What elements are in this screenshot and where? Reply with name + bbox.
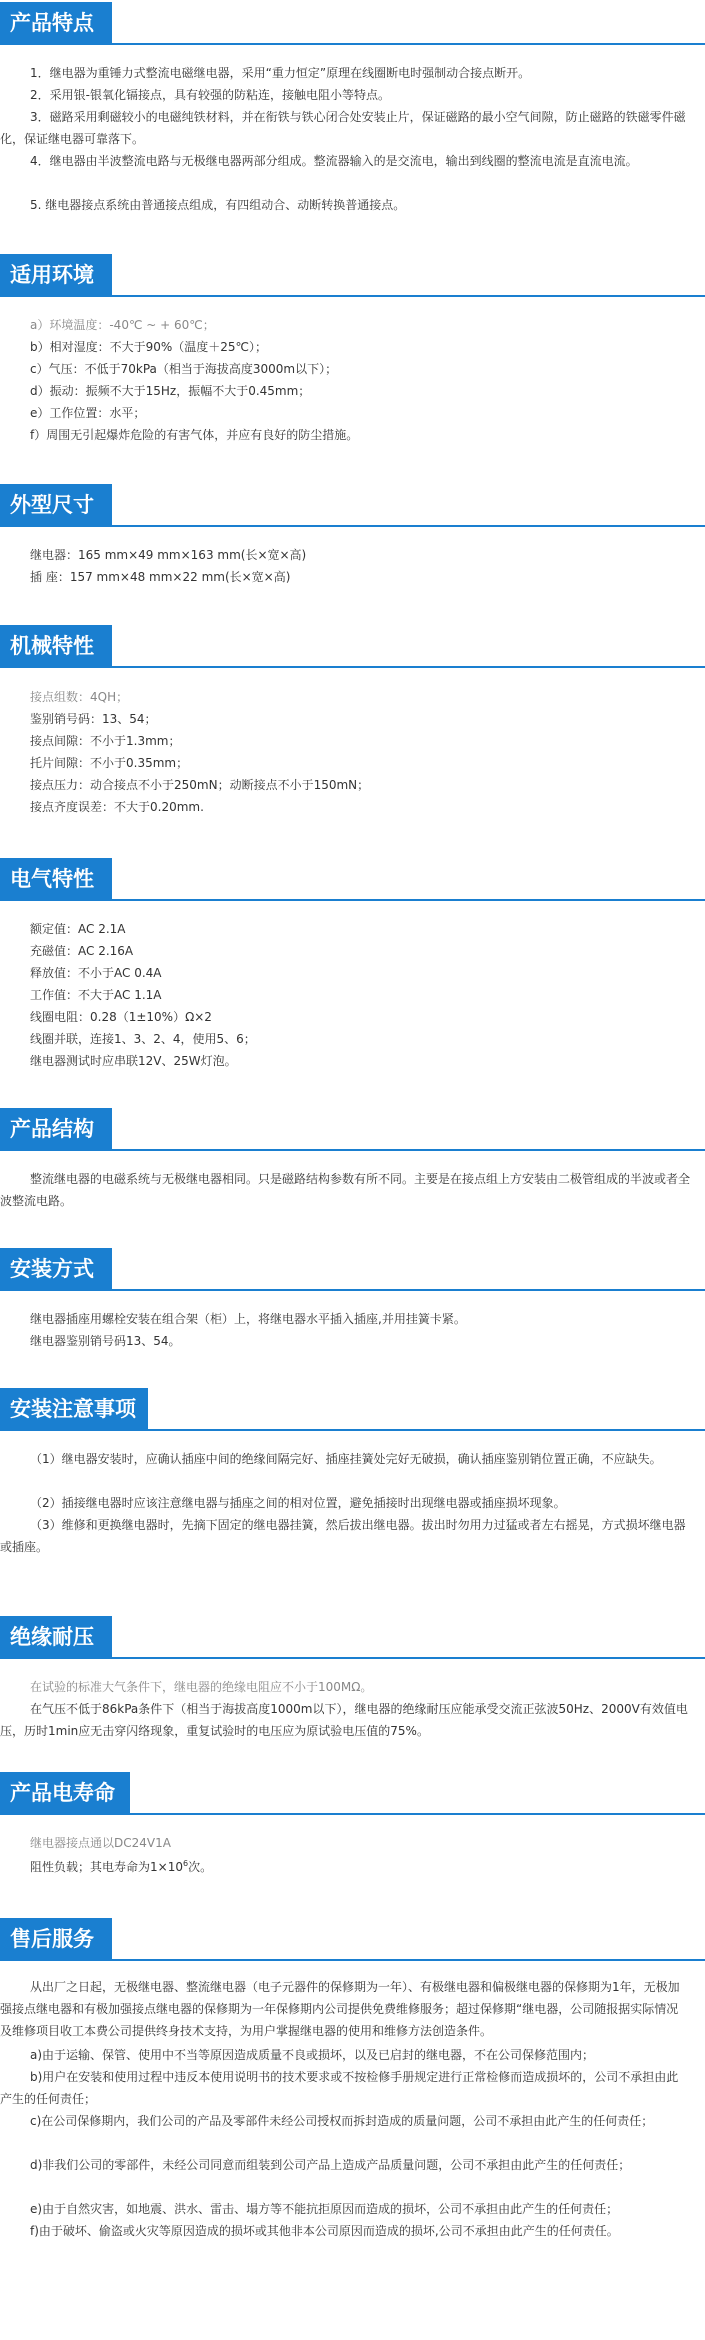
precautions-rule <box>0 1429 705 1431</box>
features-item-5: 5. 继电器接点系统由普通接点组成，有四组动合、动断转换普通接点。 <box>30 198 406 212</box>
environment-item-a: a）环境温度：-40℃ ~ + 60℃； <box>30 318 215 332</box>
structure-title: 产品结构 <box>0 1108 112 1149</box>
aftersales-rule <box>0 1959 705 1961</box>
features-rule <box>0 43 705 45</box>
aftersales-item-a: a)由于运输、保管、使用中不当等原因造成质量不良或损坏，以及已启封的继电器，不在公司保修范围内； <box>30 2048 595 2062</box>
structure-rule <box>0 1149 705 1151</box>
insulation-rule <box>0 1657 705 1659</box>
electrical-item-5: 线圈电阻：0.28（1±10%）Ω×2 <box>30 1010 212 1024</box>
electrical-item-3: 释放值：不小于AC 0.4A <box>30 966 162 980</box>
insulation-item-1: 在试验的标准大气条件下，继电器的绝缘电阻应不小于100MΩ。 <box>30 1680 373 1694</box>
precautions-title: 安装注意事项 <box>0 1388 148 1429</box>
aftersales-item-f: f)由于破坏、偷盗或火灾等原因造成的损坏或其他非本公司原因而造成的损坏,公司不承担由此产生的任何责任。 <box>30 2224 619 2238</box>
features-item-1: 1．继电器为重锤力式整流电磁继电器，采用“重力恒定”原理在线圈断电时强制动合接点断开。 <box>30 66 531 80</box>
aftersales-item-b: b)用户在安装和使用过程中违反本使用说明书的技术要求或不按检修手册规定进行正常检修而造成损坏的，公司不承担由此产生的任何责任； <box>0 2070 679 2106</box>
features-item-3: 3．磁路采用剩磁较小的电磁纯铁材料，并在衔铁与铁心闭合处安装止片，保证磁路的最小空气间隙，防止磁路的铁磁零件磁化，保证继电器可靠落下。 <box>0 110 686 146</box>
electrical-title: 电气特性 <box>0 858 112 899</box>
lifespan-exponent: 6 <box>182 1859 189 1868</box>
precautions-item-1: （1）继电器安装时，应确认插座中间的绝缘间隔完好、插座挂簧处完好无破损，确认插座鉴别销位置正确，不应缺失。 <box>30 1452 662 1466</box>
features-item-4: 4．继电器由半波整流电路与无极继电器两部分组成。整流器输入的是交流电，输出到线圈的整流电流是直流电流。 <box>30 154 638 168</box>
dimensions-socket: 插 座：157 mm×48 mm×22 mm(长×宽×高) <box>30 570 291 584</box>
lifespan-line-1: 继电器接点通以DC24V1A <box>30 1836 171 1850</box>
installation-item-1: 继电器插座用螺栓安装在组合架（柜）上，将继电器水平插入插座,并用挂簧卡紧。 <box>30 1312 466 1326</box>
electrical-item-6: 线圈并联，连接1、3、2、4，使用5、6； <box>30 1032 256 1046</box>
installation-rule <box>0 1289 705 1291</box>
aftersales-item-e: e)由于自然灾害，如地震、洪水、雷击、塌方等不能抗拒原因而造成的损坏，公司不承担由此产生的任何责任； <box>30 2202 619 2216</box>
electrical-rule <box>0 899 705 901</box>
lifespan-suffix: 次。 <box>188 1860 213 1874</box>
aftersales-intro: 从出厂之日起，无极继电器、整流继电器（电子元器件的保修期为一年）、有极继电器和偏极继电器的保修期为1年，无极加强接点继电器和有极加强接点继电器的保修期为一年保修期内公司提供免费维修服务；超过保修期“继电器，公司随报据实际情况及维修项目收工本费公司提供终身技术支持，为用户掌握继电器的使用和维修方法创造条件。 <box>0 1980 680 2038</box>
electrical-item-7: 继电器测试时应串联12V、25W灯泡。 <box>30 1054 237 1068</box>
dimensions-rule <box>0 525 705 527</box>
mechanical-title: 机械特性 <box>0 625 112 666</box>
installation-item-2: 继电器鉴别销号码13、54。 <box>30 1334 181 1348</box>
features-item-2: 2．采用银-银氧化镉接点，具有较强的防粘连，接触电阻小等特点。 <box>30 88 390 102</box>
environment-item-f: f）周围无引起爆炸危险的有害气体，并应有良好的防尘措施。 <box>30 428 359 442</box>
environment-item-e: e）工作位置：水平； <box>30 406 146 420</box>
mechanical-item-2: 鉴别销号码：13、54； <box>30 712 157 726</box>
environment-item-d: d）振动：振频不大于15Hz，振幅不大于0.45mm； <box>30 384 311 398</box>
lifespan-rule <box>0 1813 705 1815</box>
environment-rule <box>0 295 705 297</box>
mechanical-item-5: 接点压力：动合接点不小于250mN；动断接点不小于150mN； <box>30 778 370 792</box>
mechanical-item-3: 接点间隙：不小于1.3mm； <box>30 734 181 748</box>
mechanical-rule <box>0 666 705 668</box>
precautions-item-3: （3）维修和更换继电器时，先摘下固定的继电器挂簧，然后拔出继电器。拔出时勿用力过猛或者左右摇晃，方式损坏继电器或插座。 <box>0 1518 686 1554</box>
lifespan-title: 产品电寿命 <box>0 1772 130 1813</box>
features-title: 产品特点 <box>0 2 112 43</box>
aftersales-title: 售后服务 <box>0 1918 112 1959</box>
electrical-item-4: 工作值：不大于AC 1.1A <box>30 988 162 1002</box>
lifespan-prefix: 阻性负载；其电寿命为1×10 <box>30 1860 183 1874</box>
mechanical-item-1: 接点组数：4QH； <box>30 690 129 704</box>
installation-title: 安装方式 <box>0 1248 112 1289</box>
dimensions-title: 外型尺寸 <box>0 484 112 525</box>
aftersales-item-d: d)非我们公司的零部件，未经公司同意而组装到公司产品上造成产品质量问题，公司不承担由此产生的任何责任； <box>30 2158 631 2172</box>
electrical-item-2: 充磁值：AC 2.16A <box>30 944 134 958</box>
structure-text: 整流继电器的电磁系统与无极继电器相同。只是磁路结构参数有所不同。主要是在接点组上方安装由二极管组成的半波或者全波整流电路。 <box>0 1172 691 1208</box>
lifespan-line-2 <box>30 1856 212 1878</box>
mechanical-item-4: 托片间隙：不小于0.35mm； <box>30 756 189 770</box>
insulation-item-2: 在气压不低于86kPa条件下（相当于海拔高度1000m以下），继电器的绝缘耐压应能承受交流正弦波50Hz、2000V有效值电压，历时1min应无击穿闪络现象，重复试验时的电压应为原试验电压值的75%。 <box>0 1702 688 1738</box>
insulation-title: 绝缘耐压 <box>0 1616 112 1657</box>
dimensions-relay: 继电器：165 mm×49 mm×163 mm(长×宽×高) <box>30 548 307 562</box>
aftersales-item-c: c)在公司保修期内，我们公司的产品及零部件未经公司授权而拆封造成的质量问题，公司不承担由此产生的任何责任； <box>30 2114 654 2128</box>
mechanical-item-6: 接点齐度误差：不大于0.20mm. <box>30 800 204 814</box>
environment-item-c: c）气压：不低于70kPa（相当于海拔高度3000m以下）； <box>30 362 338 376</box>
environment-title: 适用环境 <box>0 254 112 295</box>
environment-item-b: b）相对湿度：不大于90%（温度＋25℃）； <box>30 340 268 354</box>
precautions-item-2: （2）插接继电器时应该注意继电器与插座之间的相对位置，避免插接时出现继电器或插座损坏现象。 <box>30 1496 566 1510</box>
electrical-item-1: 额定值：AC 2.1A <box>30 922 126 936</box>
